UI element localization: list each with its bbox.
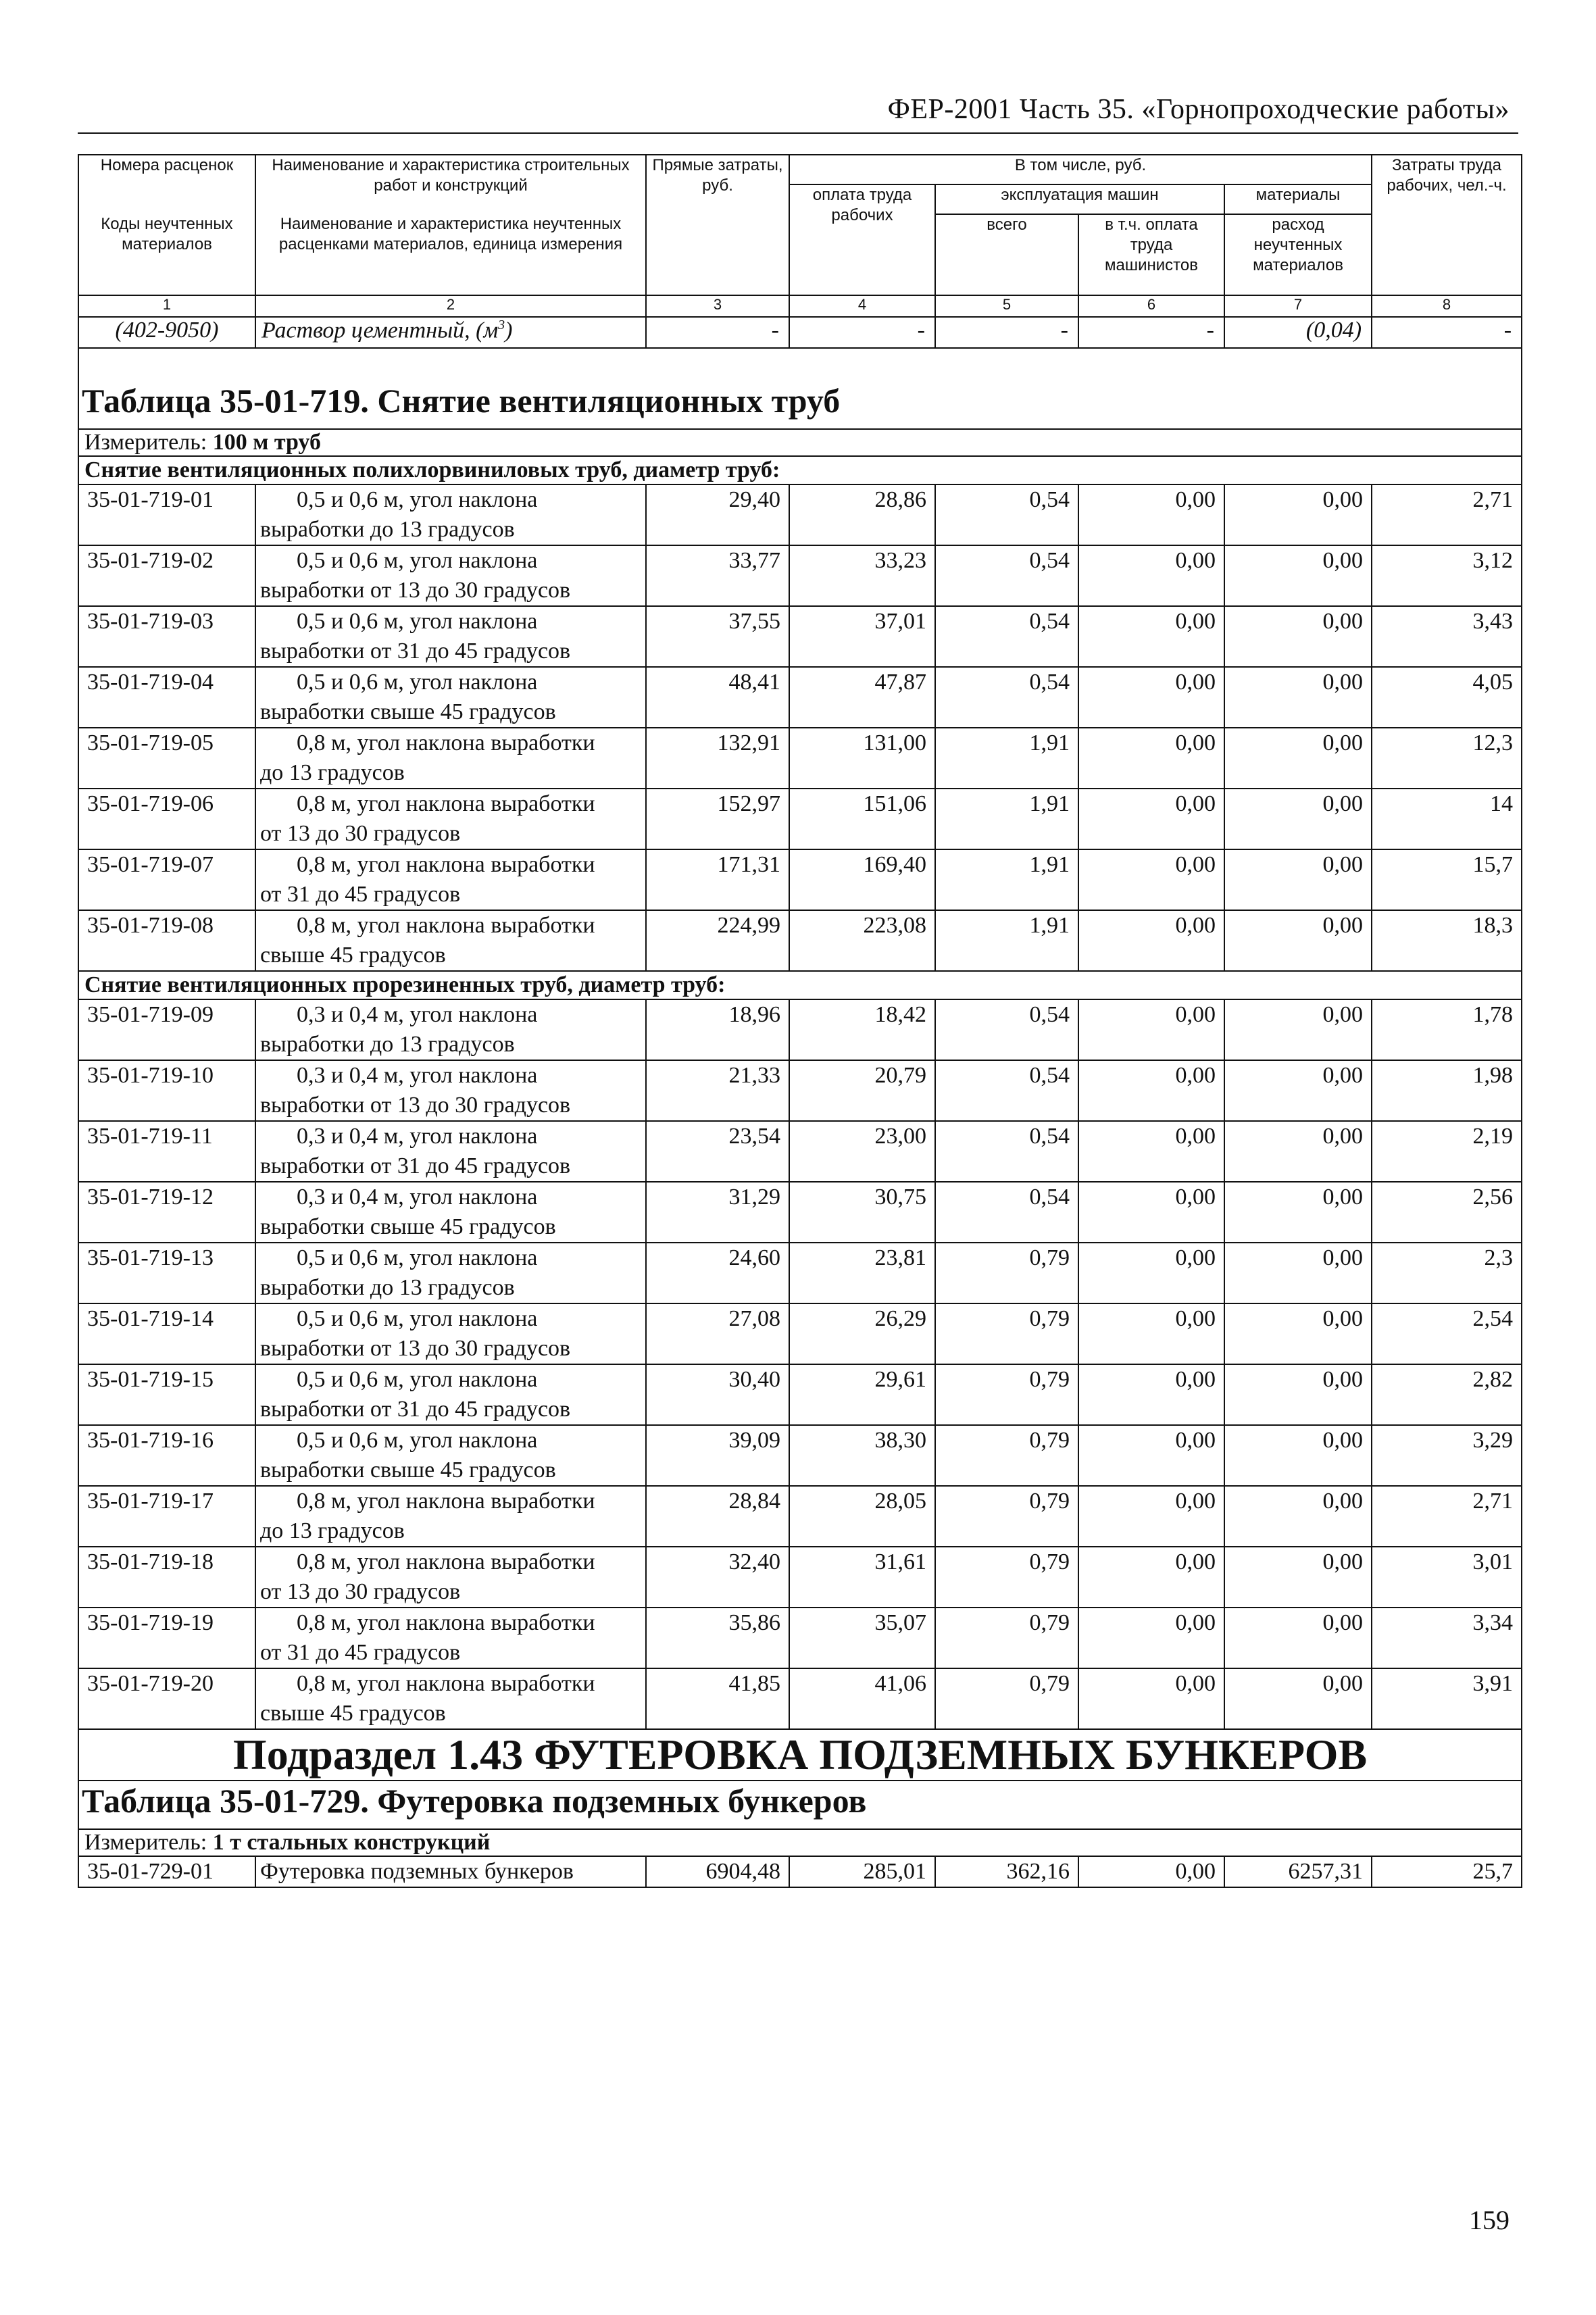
rate-name-line2: выработки до 13 градусов [260,1032,515,1057]
labor-hours: 2,82 [1372,1364,1522,1425]
rate-code: 35-01-719-10 [78,1060,255,1121]
col8-header: Затраты труда рабочих, чел.-ч. [1372,155,1522,295]
table-719-title-row [78,348,1522,429]
table-row [78,545,1522,606]
machinist-pay: 0,00 [1078,1486,1224,1547]
column-number: 3 [646,295,789,317]
rate-name-line2: выработки до 13 градусов [260,1275,515,1300]
materials: 0,00 [1224,1486,1372,1547]
machinist-pay: 0,00 [1078,789,1224,849]
rate-name-line2: свыше 45 градусов [260,943,446,968]
rate-name [255,728,646,789]
rate-name-line2: выработки от 31 до 45 градусов [260,639,571,664]
rate-name-line1: 0,8 м, угол наклона выработки [297,913,595,938]
worker-pay: 23,81 [789,1243,935,1303]
rate-name [255,1547,646,1608]
direct-costs: 224,99 [646,910,789,971]
material-row [78,317,1522,348]
rate-name-line2: до 13 градусов [260,760,405,785]
rate-name-line2: свыше 45 градусов [260,1701,446,1726]
col1-header-bottom: Коды неучтенных материалов [78,214,255,295]
col2-header-top: Наименование и характеристика строительных работ и конструкций [255,155,646,214]
direct-costs: 23,54 [646,1121,789,1182]
worker-pay: 285,01 [789,1856,935,1887]
table-729-title: Таблица 35-01-729. Футеровка подземных бункеров [78,1781,1522,1829]
direct-costs: 171,31 [646,849,789,910]
rate-name [255,606,646,667]
machines-total: 1,91 [935,789,1078,849]
table-719-rows-pvc [78,484,1522,971]
rate-code: 35-01-719-14 [78,1303,255,1364]
worker-pay: 18,42 [789,999,935,1060]
rate-code: 35-01-719-07 [78,849,255,910]
col2-header-bottom: Наименование и характеристика неучтенных расценками материалов, единица измерения [255,214,646,295]
col3-header: Прямые затраты, руб. [646,155,789,295]
materials: 0,00 [1224,849,1372,910]
page-header-title: ФЕР-2001 Часть 35. «Горнопроходческие работы» [887,94,1510,125]
table-row [78,606,1522,667]
worker-pay: 29,61 [789,1364,935,1425]
machines-total: 0,54 [935,606,1078,667]
material-code: (402-9050) [78,317,255,348]
machines-total: 1,91 [935,849,1078,910]
table-row [78,1486,1522,1547]
materials: 0,00 [1224,606,1372,667]
rate-code: 35-01-719-20 [78,1668,255,1729]
materials: 0,00 [1224,1243,1372,1303]
rate-name-line1: 0,8 м, угол наклона выработки [297,1489,595,1514]
machinist-pay: 0,00 [1078,849,1224,910]
rate-name [255,545,646,606]
column-number: 8 [1372,295,1522,317]
rate-name-line2: до 13 градусов [260,1518,405,1543]
column-number: 2 [255,295,646,317]
rate-code: 35-01-719-17 [78,1486,255,1547]
column-number: 6 [1078,295,1224,317]
worker-pay: 20,79 [789,1060,935,1121]
rate-name [255,1668,646,1729]
rate-name-line1: 0,8 м, угол наклона выработки [297,1549,595,1574]
rates-table [78,154,1522,1888]
rate-name-line1: 0,5 и 0,6 м, угол наклона [297,670,538,695]
rate-code: 35-01-719-13 [78,1243,255,1303]
table-row [78,667,1522,728]
rate-name-line1: 0,8 м, угол наклона выработки [297,852,595,877]
section-pvc-row [78,456,1522,484]
materials: 0,00 [1224,999,1372,1060]
table-719-unit: Измеритель: 100 м труб [78,429,1522,456]
rate-name-line2: от 31 до 45 градусов [260,882,461,907]
rate-name-line1: 0,5 и 0,6 м, угол наклона [297,1367,538,1392]
rate-name-line2: выработки свыше 45 градусов [260,1458,556,1483]
rate-name [255,1425,646,1486]
worker-pay: 223,08 [789,910,935,971]
direct-costs: 132,91 [646,728,789,789]
machinist-pay: 0,00 [1078,606,1224,667]
table-row [78,1608,1522,1668]
machinist-pay: 0,00 [1078,910,1224,971]
machinist-pay: 0,00 [1078,667,1224,728]
including-group-header: В том числе, руб. [789,155,1372,184]
rate-code: 35-01-729-01 [78,1856,255,1887]
material-v6: - [1078,317,1224,348]
machines-total: 0,54 [935,484,1078,545]
labor-hours: 4,05 [1372,667,1522,728]
col1-header-top: Номера расценок [78,155,255,214]
labor-hours: 3,34 [1372,1608,1522,1668]
rate-code: 35-01-719-18 [78,1547,255,1608]
table-row [78,1060,1522,1121]
rate-name-line2: выработки от 13 до 30 градусов [260,578,571,603]
rate-code: 35-01-719-02 [78,545,255,606]
direct-costs: 29,40 [646,484,789,545]
table-row [78,1668,1522,1729]
rate-name-line1: 0,5 и 0,6 м, угол наклона [297,487,538,512]
rate-name [255,1121,646,1182]
machines-total: 362,16 [935,1856,1078,1887]
col4-header: оплата труда рабочих [789,184,935,295]
rate-name-line1: 0,3 и 0,4 м, угол наклона [297,1063,538,1088]
labor-hours: 25,7 [1372,1856,1522,1887]
rate-name [255,484,646,545]
materials: 0,00 [1224,1121,1372,1182]
table-719-title: Таблица 35-01-719. Снятие вентиляционных труб [78,348,1522,429]
material-v5: - [935,317,1078,348]
worker-pay: 35,07 [789,1608,935,1668]
worker-pay: 28,86 [789,484,935,545]
rate-code: 35-01-719-12 [78,1182,255,1243]
rate-name-line2: выработки от 31 до 45 градусов [260,1397,571,1422]
machines-group-header: эксплуатация машин [935,184,1224,214]
worker-pay: 33,23 [789,545,935,606]
material-name: Раствор цементный, $(м^3)$ [255,317,646,348]
page-number: 159 [1469,2205,1510,2235]
machines-total: 0,79 [935,1547,1078,1608]
rate-name [255,667,646,728]
rate-name-line2: выработки от 13 до 30 градусов [260,1336,571,1361]
table-729-unit-row [78,1829,1522,1856]
rate-name-line2: от 31 до 45 градусов [260,1640,461,1665]
table-row [78,910,1522,971]
machines-total: 0,54 [935,545,1078,606]
rate-name-line1: 0,5 и 0,6 м, угол наклона [297,1428,538,1453]
labor-hours: 12,3 [1372,728,1522,789]
machines-total: 1,91 [935,910,1078,971]
materials: 0,00 [1224,910,1372,971]
table-719-rows-rubber [78,999,1522,1729]
table-row [78,1364,1522,1425]
section-rubber-title: Снятие вентиляционных прорезиненных труб, диаметр труб: [78,971,1522,999]
labor-hours: 3,91 [1372,1668,1522,1729]
machines-total: 0,79 [935,1608,1078,1668]
worker-pay: 31,61 [789,1547,935,1608]
subsection-row [78,1729,1522,1781]
column-number: 7 [1224,295,1372,317]
labor-hours: 15,7 [1372,849,1522,910]
materials: 0,00 [1224,1608,1372,1668]
labor-hours: 18,3 [1372,910,1522,971]
worker-pay: 38,30 [789,1425,935,1486]
materials: 0,00 [1224,667,1372,728]
column-number: 4 [789,295,935,317]
table-row [78,999,1522,1060]
worker-pay: 30,75 [789,1182,935,1243]
materials: 0,00 [1224,1364,1372,1425]
subsection-title: Подраздел 1.43 ФУТЕРОВКА ПОДЗЕМНЫХ БУНКЕРОВ [78,1729,1522,1781]
rate-name-line1: 0,5 и 0,6 м, угол наклона [297,609,538,634]
rate-code: 35-01-719-08 [78,910,255,971]
table-row [78,484,1522,545]
rate-name [255,1303,646,1364]
machines-total: 0,54 [935,999,1078,1060]
rate-name-line1: 0,8 м, угол наклона выработки [297,730,595,755]
materials-group-header: материалы [1224,184,1372,214]
table-row [78,1856,1522,1887]
rate-code: 35-01-719-01 [78,484,255,545]
table-719-unit-row [78,429,1522,456]
materials: 6257,31 [1224,1856,1372,1887]
worker-pay: 23,00 [789,1121,935,1182]
rate-name-line1: 0,8 м, угол наклона выработки [297,791,595,816]
rate-name [255,789,646,849]
rate-name [255,1243,646,1303]
rate-name-line2: от 13 до 30 градусов [260,821,461,846]
direct-costs: 32,40 [646,1547,789,1608]
materials: 0,00 [1224,1668,1372,1729]
col6-header: в т.ч. оплата труда машинистов [1078,214,1224,295]
materials: 0,00 [1224,1060,1372,1121]
materials: 0,00 [1224,484,1372,545]
machinist-pay: 0,00 [1078,728,1224,789]
machinist-pay: 0,00 [1078,1121,1224,1182]
column-number: 1 [78,295,255,317]
rate-name [255,999,646,1060]
direct-costs: 48,41 [646,667,789,728]
material-v7: (0,04) [1224,317,1372,348]
table-row [78,1121,1522,1182]
rate-name-line1: 0,3 и 0,4 м, угол наклона [297,1002,538,1027]
table-row [78,1425,1522,1486]
materials: 0,00 [1224,545,1372,606]
table-row [78,1243,1522,1303]
worker-pay: 26,29 [789,1303,935,1364]
machinist-pay: 0,00 [1078,1243,1224,1303]
machines-total: 1,91 [935,728,1078,789]
rate-name-line2: выработки от 31 до 45 градусов [260,1153,571,1178]
table-729-unit: Измеритель: 1 т стальных конструкций [78,1829,1522,1856]
materials: 0,00 [1224,1182,1372,1243]
rate-name-line2: выработки свыше 45 градусов [260,1214,556,1239]
table-row [78,789,1522,849]
direct-costs: 24,60 [646,1243,789,1303]
direct-costs: 31,29 [646,1182,789,1243]
column-number: 5 [935,295,1078,317]
rate-name-line2: выработки от 13 до 30 градусов [260,1093,571,1118]
rate-name [255,1486,646,1547]
machines-total: 0,79 [935,1486,1078,1547]
labor-hours: 2,54 [1372,1303,1522,1364]
machinist-pay: 0,00 [1078,1303,1224,1364]
table-row [78,1547,1522,1608]
machines-total: 0,79 [935,1668,1078,1729]
table-729-title-row [78,1781,1522,1829]
machines-total: 0,79 [935,1243,1078,1303]
rate-code: 35-01-719-03 [78,606,255,667]
rate-name-line1: 0,8 м, угол наклона выработки [297,1610,595,1635]
rate-code: 35-01-719-11 [78,1121,255,1182]
direct-costs: 27,08 [646,1303,789,1364]
material-v4: - [789,317,935,348]
rate-name-line1: 0,3 и 0,4 м, угол наклона [297,1185,538,1210]
machinist-pay: 0,00 [1078,1182,1224,1243]
machines-total: 0,54 [935,1182,1078,1243]
labor-hours: 1,98 [1372,1060,1522,1121]
machinist-pay: 0,00 [1078,484,1224,545]
rate-name [255,849,646,910]
direct-costs: 35,86 [646,1608,789,1668]
direct-costs: 21,33 [646,1060,789,1121]
machinist-pay: 0,00 [1078,545,1224,606]
labor-hours: 2,71 [1372,484,1522,545]
table-row [78,849,1522,910]
direct-costs: 152,97 [646,789,789,849]
rate-name [255,1608,646,1668]
direct-costs: 28,84 [646,1486,789,1547]
worker-pay: 28,05 [789,1486,935,1547]
material-v3: - [646,317,789,348]
labor-hours: 14 [1372,789,1522,849]
machines-total: 0,79 [935,1425,1078,1486]
section-rubber-row [78,971,1522,999]
materials: 0,00 [1224,789,1372,849]
machinist-pay: 0,00 [1078,1425,1224,1486]
direct-costs: 18,96 [646,999,789,1060]
machinist-pay: 0,00 [1078,1547,1224,1608]
table-row [78,728,1522,789]
direct-costs: 6904,48 [646,1856,789,1887]
materials: 0,00 [1224,728,1372,789]
labor-hours: 1,78 [1372,999,1522,1060]
rates-table-container [78,154,1521,1888]
table-row [78,1182,1522,1243]
machines-total: 0,54 [935,667,1078,728]
worker-pay: 169,40 [789,849,935,910]
rate-name-line2: от 13 до 30 градусов [260,1579,461,1604]
labor-hours: 3,01 [1372,1547,1522,1608]
machinist-pay: 0,00 [1078,1856,1224,1887]
rate-name-line1: 0,5 и 0,6 м, угол наклона [297,1306,538,1331]
col7-header: расход неучтенных материалов [1224,214,1372,295]
direct-costs: 33,77 [646,545,789,606]
machines-total: 0,54 [935,1121,1078,1182]
machinist-pay: 0,00 [1078,1060,1224,1121]
worker-pay: 151,06 [789,789,935,849]
direct-costs: 41,85 [646,1668,789,1729]
worker-pay: 131,00 [789,728,935,789]
rate-name [255,1182,646,1243]
machinist-pay: 0,00 [1078,1608,1224,1668]
rate-name-line1: 0,5 и 0,6 м, угол наклона [297,548,538,573]
labor-hours: 3,29 [1372,1425,1522,1486]
rate-name [255,1364,646,1425]
rate-name-line2: выработки до 13 градусов [260,517,515,542]
worker-pay: 37,01 [789,606,935,667]
rate-code: 35-01-719-04 [78,667,255,728]
rate-name-line1: 0,8 м, угол наклона выработки [297,1671,595,1696]
col5-header: всего [935,214,1078,295]
rate-name-line2: выработки свыше 45 градусов [260,699,556,724]
labor-hours: 2,56 [1372,1182,1522,1243]
rate-name [255,910,646,971]
machinist-pay: 0,00 [1078,1668,1224,1729]
machinist-pay: 0,00 [1078,999,1224,1060]
rate-code: 35-01-719-19 [78,1608,255,1668]
worker-pay: 41,06 [789,1668,935,1729]
rate-code: 35-01-719-05 [78,728,255,789]
rate-code: 35-01-719-16 [78,1425,255,1486]
direct-costs: 37,55 [646,606,789,667]
labor-hours: 2,3 [1372,1243,1522,1303]
direct-costs: 30,40 [646,1364,789,1425]
materials: 0,00 [1224,1303,1372,1364]
table-row [78,1303,1522,1364]
section-pvc-title: Снятие вентиляционных полихлорвиниловых труб, диаметр труб: [78,456,1522,484]
rate-code: 35-01-719-06 [78,789,255,849]
direct-costs: 39,09 [646,1425,789,1486]
labor-hours: 2,19 [1372,1121,1522,1182]
rate-name [255,1060,646,1121]
machines-total: 0,79 [935,1303,1078,1364]
rate-name-line1: 0,3 и 0,4 м, угол наклона [297,1124,538,1149]
labor-hours: 3,12 [1372,545,1522,606]
worker-pay: 47,87 [789,667,935,728]
header-row-1 [78,155,1522,184]
rate-name-line1: 0,5 и 0,6 м, угол наклона [297,1245,538,1270]
materials: 0,00 [1224,1547,1372,1608]
material-v8: - [1372,317,1522,348]
machines-total: 0,54 [935,1060,1078,1121]
header-rule [78,132,1518,134]
labor-hours: 3,43 [1372,606,1522,667]
rate-name: Футеровка подземных бункеров [255,1856,646,1887]
materials: 0,00 [1224,1425,1372,1486]
machinist-pay: 0,00 [1078,1364,1224,1425]
machines-total: 0,79 [935,1364,1078,1425]
rate-code: 35-01-719-15 [78,1364,255,1425]
rate-code: 35-01-719-09 [78,999,255,1060]
column-numbers-row [78,295,1522,317]
labor-hours: 2,71 [1372,1486,1522,1547]
